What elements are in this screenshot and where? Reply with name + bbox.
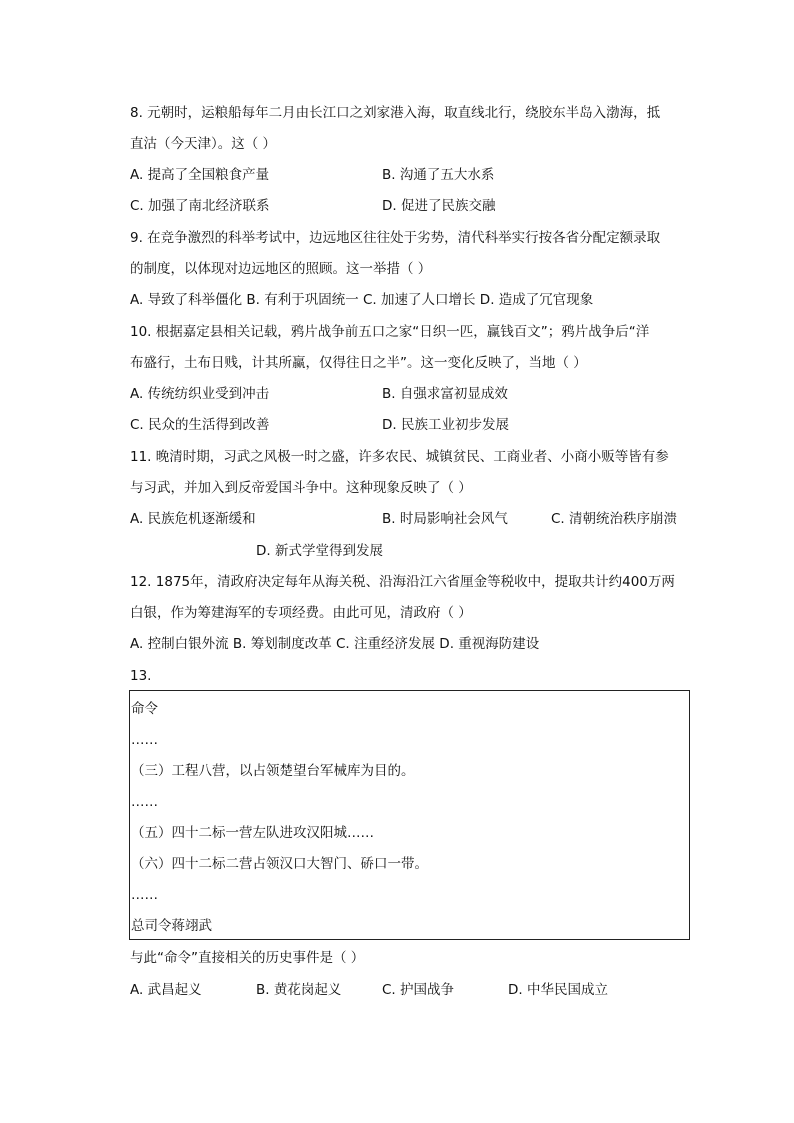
q13-number: 13. (130, 668, 152, 684)
order-item-5: （五）四十二标一营左队进攻汉阳城…… (131, 825, 374, 841)
q10-option-d[interactable]: D. 民族工业初步发展 (382, 417, 509, 433)
q13-question: 与此“命令”直接相关的历史事件是（ ） (130, 950, 365, 966)
q8-option-a[interactable]: A. 提高了全国粮食产量 (130, 167, 270, 183)
q13-option-c[interactable]: C. 护国战争 (382, 982, 455, 998)
q9-stem-line1: 9. 在竞争激烈的科举考试中，边远地区往往处于劣势，清代科举实行按各省分配定额录取 (130, 230, 661, 246)
order-signature: 总司令蒋翊武 (131, 918, 212, 934)
q8-option-b[interactable]: B. 沟通了五大水系 (382, 167, 495, 183)
q8-option-d[interactable]: D. 促进了民族交融 (382, 198, 496, 214)
q13-order-box (129, 690, 690, 940)
q11-option-a[interactable]: A. 民族危机逐渐缓和 (130, 511, 256, 527)
order-item-6: （六）四十二标二营占领汉口大智门、硚口一带。 (131, 856, 428, 872)
q12-stem-line2: 白银，作为筹建海军的专项经费。由此可见，清政府（ ） (130, 605, 472, 621)
q11-option-d[interactable]: D. 新式学堂得到发展 (256, 543, 383, 559)
q10-stem-line1: 10. 根据嘉定县相关记载，鸦片战争前五口之家“日织一匹，赢钱百文”；鸦片战争后“洋 (130, 324, 650, 340)
order-ellipsis: …… (131, 732, 158, 748)
q11-stem-line2: 与习武，并加入到反帝爱国斗争中。这种现象反映了（ ） (130, 480, 472, 496)
q10-option-c[interactable]: C. 民众的生活得到改善 (130, 417, 270, 433)
q8-stem-line1: 8. 元朝时，运粮船每年二月由长江口之刘家港入海，取直线北行，绕胶东半岛入渤海，抵 (130, 105, 661, 121)
q11-option-c[interactable]: C. 清朝统治秩序崩溃 (551, 511, 678, 527)
q10-option-b[interactable]: B. 自强求富初显成效 (382, 386, 508, 402)
order-ellipsis: …… (131, 794, 158, 810)
q10-stem-line2: 布盛行，土布日贱，计其所赢，仅得往日之半”。这一变化反映了，当地（ ） (130, 355, 587, 371)
q11-stem-line1: 11. 晚清时期，习武之风极一时之盛，许多农民、城镇贫民、工商业者、小商小贩等皆有参 (130, 449, 669, 465)
q12-options[interactable]: A. 控制白银外流 B. 筹划制度改革 C. 注重经济发展 D. 重视海防建设 (130, 636, 540, 652)
q10-option-a[interactable]: A. 传统纺织业受到冲击 (130, 386, 270, 402)
q8-stem-line2: 直沽（今天津）。这（ ） (130, 136, 277, 152)
order-ellipsis: …… (131, 887, 158, 903)
q12-stem-line1: 12. 1875年，清政府决定每年从海关税、沿海沿江六省厘金等税收中，提取共计约400万两 (130, 574, 675, 590)
q13-option-d[interactable]: D. 中华民国成立 (508, 982, 608, 998)
order-item-3: （三）工程八营，以占领楚望台军械库为目的。 (131, 763, 415, 779)
q13-option-a[interactable]: A. 武昌起义 (130, 982, 202, 998)
q13-option-b[interactable]: B. 黄花岗起义 (256, 982, 342, 998)
q8-option-c[interactable]: C. 加强了南北经济联系 (130, 198, 270, 214)
order-title: 命令 (131, 701, 158, 717)
q9-stem-line2: 的制度，以体现对边远地区的照顾。这一举措（ ） (130, 261, 432, 277)
q11-option-b[interactable]: B. 时局影响社会风气 (382, 511, 508, 527)
q9-options[interactable]: A. 导致了科举僵化 B. 有利于巩固统一 C. 加速了人口增长 D. 造成了冗官现象 (130, 292, 594, 308)
